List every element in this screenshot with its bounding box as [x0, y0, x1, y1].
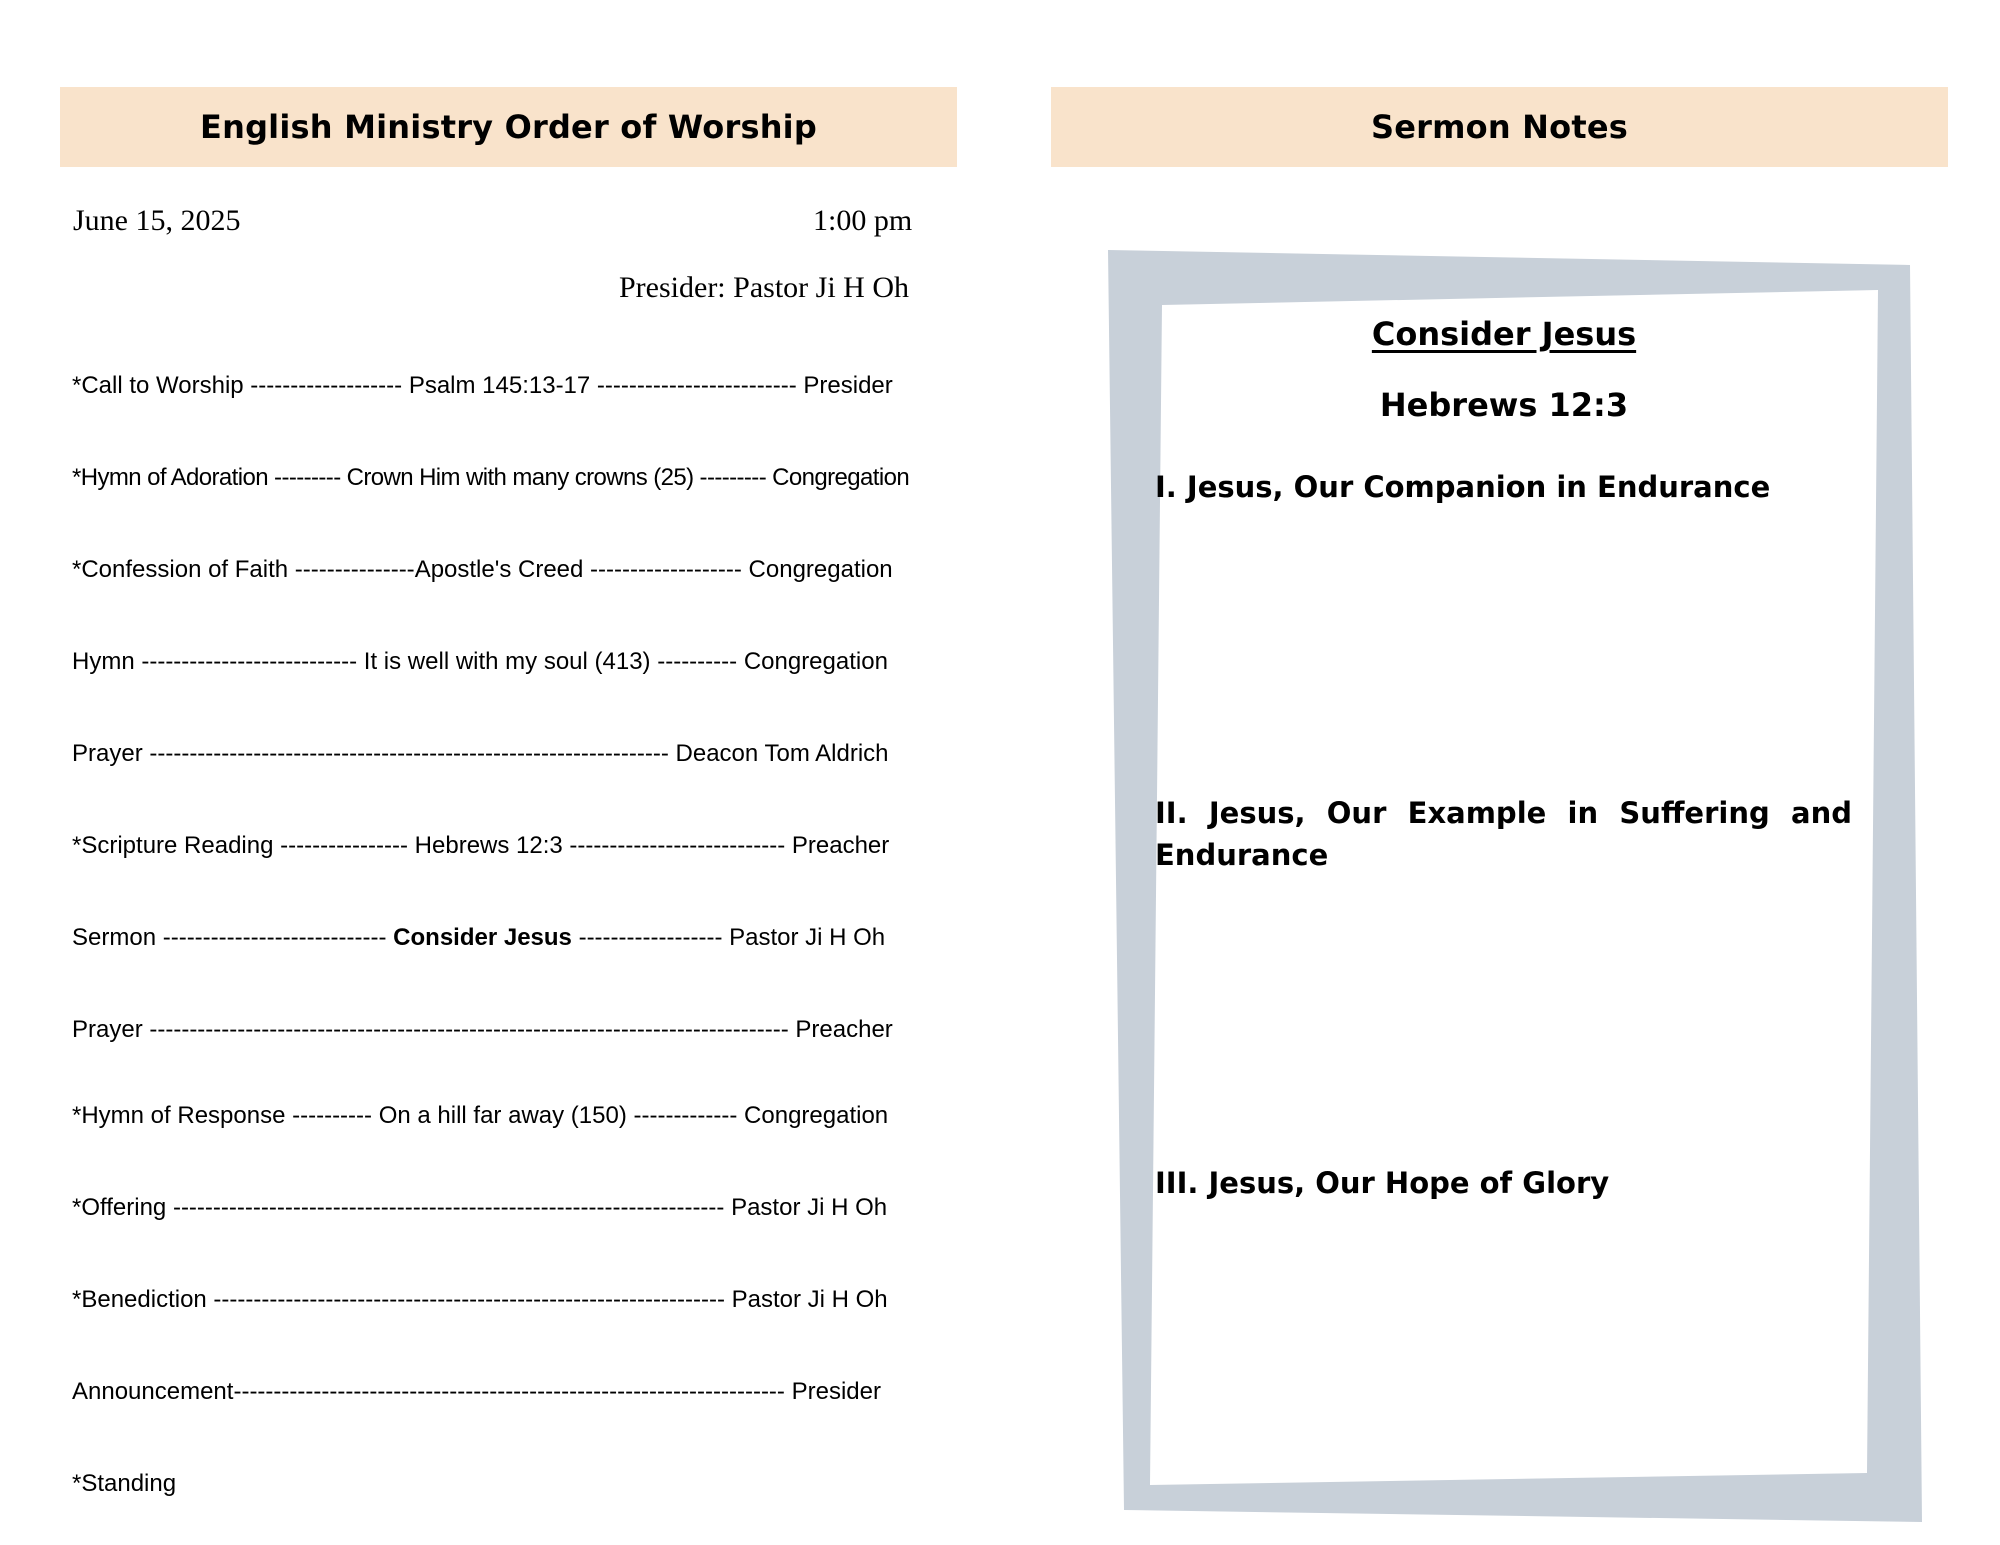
order-item	[72, 924, 885, 952]
order-item-leader: Congregation	[744, 1102, 889, 1129]
order-item-leader: Pastor Ji H Oh	[731, 1194, 888, 1221]
order-item	[72, 1016, 893, 1044]
service-time: 1:00 pm	[813, 204, 913, 237]
sermon-point: III. Jesus, Our Hope of Glory	[1155, 1166, 1610, 1200]
order-item-label: *Hymn of Adoration	[72, 464, 268, 491]
sermon-notes-title: Sermon Notes	[1371, 108, 1628, 146]
order-item	[72, 1194, 887, 1222]
sermon-notes-frame	[1098, 245, 1938, 1535]
order-item-detail: It is well with my soul (413)	[363, 648, 651, 675]
order-item-leader: Pastor Ji H Oh	[729, 924, 886, 951]
order-item-detail: Apostle's Creed	[414, 556, 584, 583]
order-item	[72, 832, 889, 860]
presider-line: Presider: Pastor Ji H Oh	[619, 271, 909, 304]
order-item	[72, 1286, 888, 1314]
order-item-label: *Confession of Faith	[72, 556, 289, 583]
order-item-leader: Preacher	[795, 1016, 893, 1043]
order-item-separator: -------------------	[583, 556, 749, 583]
order-item-separator: ------------------	[571, 924, 730, 951]
order-item-separator: ---------------------------	[134, 648, 364, 675]
order-of-worship-title: English Ministry Order of Worship	[200, 108, 817, 146]
order-item	[72, 556, 893, 584]
order-item-detail: Psalm 145:13-17	[408, 372, 591, 399]
order-of-worship-header	[60, 87, 957, 167]
order-item-separator: ---------------------------------------------------------------------	[233, 1378, 792, 1405]
order-item-separator: ----------	[285, 1102, 379, 1129]
order-item	[72, 1378, 881, 1406]
order-item-detail: On a hill far away (150)	[378, 1102, 627, 1129]
order-item	[72, 372, 893, 400]
order-item-leader: Presider	[803, 372, 893, 399]
sermon-point: II. Jesus, Our Example in Suffering and Endurance	[1155, 796, 1852, 872]
order-item-detail: Crown Him with many crowns (25)	[346, 464, 694, 491]
order-item-separator: ----------------	[273, 832, 415, 859]
order-item-separator: ---------------	[288, 556, 415, 583]
order-item-separator: ----------------------------------------------------------------	[206, 1286, 732, 1313]
order-item-separator: ----------	[650, 648, 744, 675]
order-item	[72, 1102, 888, 1130]
order-item-leader: Deacon Tom Aldrich	[675, 740, 889, 767]
order-item-separator: -------------	[626, 1102, 745, 1129]
sermon-title: Consider Jesus	[1371, 315, 1637, 353]
order-item-label: Sermon	[72, 924, 157, 951]
sermon-point: I. Jesus, Our Companion in Endurance	[1155, 470, 1771, 504]
order-item-label: *Scripture Reading	[72, 832, 274, 859]
order-item-leader: Presider	[791, 1378, 881, 1405]
notes-frame-border	[1108, 250, 1922, 1522]
order-item-leader: Congregation	[772, 464, 910, 491]
order-item-label: *Call to Worship	[72, 372, 244, 399]
order-item-leader: Pastor Ji H Oh	[731, 1286, 888, 1313]
order-item-label: *Offering	[72, 1194, 167, 1221]
scripture-reference: Hebrews 12:3	[1379, 386, 1629, 424]
order-item	[72, 740, 889, 768]
sermon-notes-header	[1051, 87, 1948, 167]
order-item-leader: Congregation	[743, 648, 888, 675]
order-item-detail: Hebrews 12:3	[414, 832, 563, 859]
order-item-separator: --------------------------------------------------------------------------------	[142, 1016, 796, 1043]
order-item-label: *Hymn of Response	[72, 1102, 286, 1129]
order-item-label: *Benediction	[72, 1286, 207, 1313]
order-item-separator: ---------------------------------------------------------------------	[166, 1194, 732, 1221]
order-item-separator: ---------	[267, 464, 347, 491]
order-item-separator: ---------	[693, 464, 773, 491]
order-item-label: Hymn	[72, 648, 135, 675]
order-item-separator: ---------------------------	[562, 832, 792, 859]
order-item	[72, 648, 888, 676]
order-item-separator: -----------------------------------------------------------------	[142, 740, 676, 767]
standing-note: *Standing	[72, 1470, 177, 1497]
order-item-label: Announcement	[72, 1378, 234, 1405]
order-item-separator: -------------------------	[590, 372, 804, 399]
order-item-detail-sermon-title: Consider Jesus	[393, 924, 572, 951]
order-item-leader: Preacher	[791, 832, 890, 859]
order-item	[72, 464, 909, 492]
order-item-separator: -------------------	[243, 372, 409, 399]
order-item-separator: ----------------------------	[156, 924, 394, 951]
service-date: June 15, 2025	[73, 204, 241, 237]
order-item-leader: Congregation	[748, 556, 893, 583]
order-item-label: Prayer	[72, 1016, 143, 1043]
order-item-label: Prayer	[72, 740, 143, 767]
